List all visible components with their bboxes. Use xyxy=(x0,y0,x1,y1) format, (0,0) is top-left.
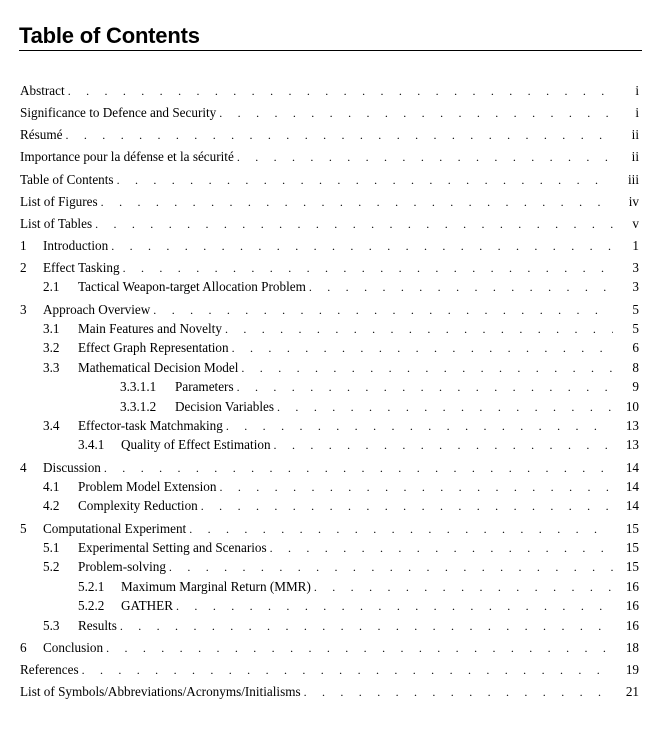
toc-entry[interactable] xyxy=(20,519,639,539)
toc-entry-title: Approach Overview xyxy=(43,300,153,320)
toc-entry-page: 6 xyxy=(632,340,639,355)
toc-entry[interactable] xyxy=(20,458,639,478)
toc-entry-title: Tactical Weapon-target Allocation Problem xyxy=(78,277,309,297)
toc-entry-title: List of Tables xyxy=(20,214,95,234)
toc-entry-title: Experimental Setting and Scenarios xyxy=(78,538,270,558)
toc-entry-page: 3 xyxy=(632,260,639,275)
toc-entry-number: 5.2.1 xyxy=(78,579,105,594)
toc-entry-page: 15 xyxy=(625,540,639,555)
toc-entry-page: 9 xyxy=(632,379,639,394)
toc-entry[interactable] xyxy=(20,258,639,278)
dot-leader xyxy=(237,377,613,397)
toc-entry-number: 3.3.1.2 xyxy=(120,399,157,414)
toc-entry-title: Significance to Defence and Security xyxy=(20,103,219,123)
toc-entry[interactable] xyxy=(20,435,639,455)
toc-entry-page: iv xyxy=(628,194,639,209)
toc-entry-number: 3 xyxy=(20,302,27,317)
toc-entry[interactable] xyxy=(20,638,639,658)
dot-leader xyxy=(169,557,613,577)
toc-entry[interactable] xyxy=(20,214,639,234)
dot-leader xyxy=(66,125,614,145)
toc-entry-title: List of Symbols/Abbreviations/Acronyms/Initialisms xyxy=(20,682,304,702)
dot-leader xyxy=(176,596,613,616)
toc-entry-page: 18 xyxy=(625,640,639,655)
toc-entry[interactable] xyxy=(20,616,639,636)
dot-leader xyxy=(104,458,613,478)
dot-leader xyxy=(189,519,613,539)
toc-entry[interactable] xyxy=(20,477,639,497)
toc-entry-page: 14 xyxy=(625,460,639,475)
toc-entry-title: Introduction xyxy=(43,236,111,256)
toc-entry-page: 15 xyxy=(625,559,639,574)
dot-leader xyxy=(232,338,613,358)
toc-entry-title: Résumé xyxy=(20,125,66,145)
toc-entry-number: 5.2 xyxy=(43,559,60,574)
heading-rule xyxy=(19,50,642,51)
toc-entry-number: 2 xyxy=(20,260,27,275)
dot-leader xyxy=(82,660,613,680)
dot-leader xyxy=(201,496,613,516)
dot-leader xyxy=(120,616,613,636)
toc-entry-number: 5.2.2 xyxy=(78,598,105,613)
toc-entry-number: 5.1 xyxy=(43,540,60,555)
dot-leader xyxy=(101,192,613,212)
toc-entry-number: 5.3 xyxy=(43,618,60,633)
toc-entry[interactable] xyxy=(20,496,639,516)
toc-entry-title: Discussion xyxy=(43,458,104,478)
toc-entry-page: ii xyxy=(631,127,639,142)
toc-entry-title: Effect Tasking xyxy=(43,258,123,278)
dot-leader xyxy=(95,214,613,234)
toc-entry[interactable] xyxy=(20,682,639,702)
toc-entry-title: Effect Graph Representation xyxy=(78,338,232,358)
dot-leader xyxy=(274,435,613,455)
dot-leader xyxy=(117,170,613,190)
toc-entry-page: 15 xyxy=(625,521,639,536)
toc-entry[interactable] xyxy=(20,192,639,212)
toc-entry-title: Importance pour la défense et la sécurité xyxy=(20,147,237,167)
toc-entry-number: 1 xyxy=(20,238,27,253)
toc-entry-title: Computational Experiment xyxy=(43,519,189,539)
toc-entry[interactable] xyxy=(20,596,639,616)
toc-entry-title: Problem-solving xyxy=(78,557,169,577)
toc-entry-title: Conclusion xyxy=(43,638,106,658)
toc-entry-title: Problem Model Extension xyxy=(78,477,219,497)
toc-entry-title: Complexity Reduction xyxy=(78,496,201,516)
toc-entry-page: 13 xyxy=(625,418,639,433)
toc-entry-number: 3.2 xyxy=(43,340,60,355)
toc-entry-page: i xyxy=(635,83,639,98)
dot-leader xyxy=(314,577,613,597)
toc-entry-number: 4 xyxy=(20,460,27,475)
toc-entry-title: Table of Contents xyxy=(20,170,117,190)
toc-entry-page: 14 xyxy=(625,498,639,513)
toc-entry-title: Quality of Effect Estimation xyxy=(121,435,274,455)
toc-entry-title: GATHER xyxy=(121,596,176,616)
toc-entry-page: 19 xyxy=(625,662,639,677)
toc-entry-page: 1 xyxy=(632,238,639,253)
toc-entry-number: 3.4.1 xyxy=(78,437,105,452)
toc-entry-page: 13 xyxy=(625,437,639,452)
toc-entry[interactable] xyxy=(20,538,639,558)
toc-entry-title: Maximum Marginal Return (MMR) xyxy=(121,577,314,597)
toc-entry-title: Main Features and Novelty xyxy=(78,319,225,339)
dot-leader xyxy=(123,258,613,278)
toc-entry-number: 4.2 xyxy=(43,498,60,513)
dot-leader xyxy=(304,682,613,702)
toc-entry-page: 16 xyxy=(625,618,639,633)
dot-leader xyxy=(219,477,613,497)
toc-entry-page: 14 xyxy=(625,479,639,494)
toc-entry[interactable] xyxy=(20,300,639,320)
toc-entry[interactable] xyxy=(20,147,639,167)
dot-leader xyxy=(226,416,613,436)
toc-entry-title: Results xyxy=(78,616,120,636)
page-title: Table of Contents xyxy=(19,23,200,48)
toc-entry-title: Effector-task Matchmaking xyxy=(78,416,226,436)
toc-entry-number: 3.3 xyxy=(43,360,60,375)
toc-entry-page: 5 xyxy=(632,321,639,336)
dot-leader xyxy=(270,538,613,558)
toc-entry-title: List of Figures xyxy=(20,192,101,212)
toc-entry-title: Parameters xyxy=(175,377,237,397)
dot-leader xyxy=(277,397,613,417)
dot-leader xyxy=(241,358,613,378)
toc-entry-page: iii xyxy=(628,172,639,187)
toc-entry[interactable] xyxy=(20,125,639,145)
toc-entry[interactable] xyxy=(20,397,639,417)
toc-entry[interactable] xyxy=(20,81,639,101)
toc-entry-number: 2.1 xyxy=(43,279,60,294)
toc-entry-page: 21 xyxy=(625,684,639,699)
toc-entry-page: 8 xyxy=(632,360,639,375)
toc-entry[interactable] xyxy=(20,277,639,297)
toc-entry[interactable] xyxy=(20,319,639,339)
toc-entry[interactable] xyxy=(20,577,639,597)
dot-leader xyxy=(68,81,613,101)
toc-entry-page: 3 xyxy=(632,279,639,294)
toc-entry-page: 5 xyxy=(632,302,639,317)
dot-leader xyxy=(219,103,613,123)
dot-leader xyxy=(111,236,613,256)
toc-entry-number: 5 xyxy=(20,521,27,536)
toc-entry[interactable] xyxy=(20,377,639,397)
toc-entry[interactable] xyxy=(20,660,639,680)
toc-entry-title: Decision Variables xyxy=(175,397,277,417)
dot-leader xyxy=(309,277,613,297)
dot-leader xyxy=(153,300,613,320)
toc-entry-number: 3.1 xyxy=(43,321,60,336)
toc-entry[interactable] xyxy=(20,557,639,577)
toc-entry-number: 3.3.1.1 xyxy=(120,379,157,394)
toc-entry[interactable] xyxy=(20,170,639,190)
toc-entry-number: 4.1 xyxy=(43,479,60,494)
toc-entry-page: ii xyxy=(631,149,639,164)
dot-leader xyxy=(237,147,613,167)
toc-entry-title: Abstract xyxy=(20,81,68,101)
toc-entry-number: 6 xyxy=(20,640,27,655)
toc-entry[interactable] xyxy=(20,236,639,256)
toc-entry[interactable] xyxy=(20,338,639,358)
toc-entry-page: i xyxy=(635,105,639,120)
toc-entry-page: 16 xyxy=(625,579,639,594)
toc-entry-page: 10 xyxy=(625,399,639,414)
toc-entry-title: References xyxy=(20,660,82,680)
toc-entry[interactable] xyxy=(20,358,639,378)
toc-entry[interactable] xyxy=(20,416,639,436)
dot-leader xyxy=(225,319,613,339)
toc-entry-number: 3.4 xyxy=(43,418,60,433)
toc-entry-page: v xyxy=(632,216,639,231)
toc-entry-page: 16 xyxy=(625,598,639,613)
toc-entry-title: Mathematical Decision Model xyxy=(78,358,241,378)
toc-entry[interactable] xyxy=(20,103,639,123)
dot-leader xyxy=(106,638,613,658)
